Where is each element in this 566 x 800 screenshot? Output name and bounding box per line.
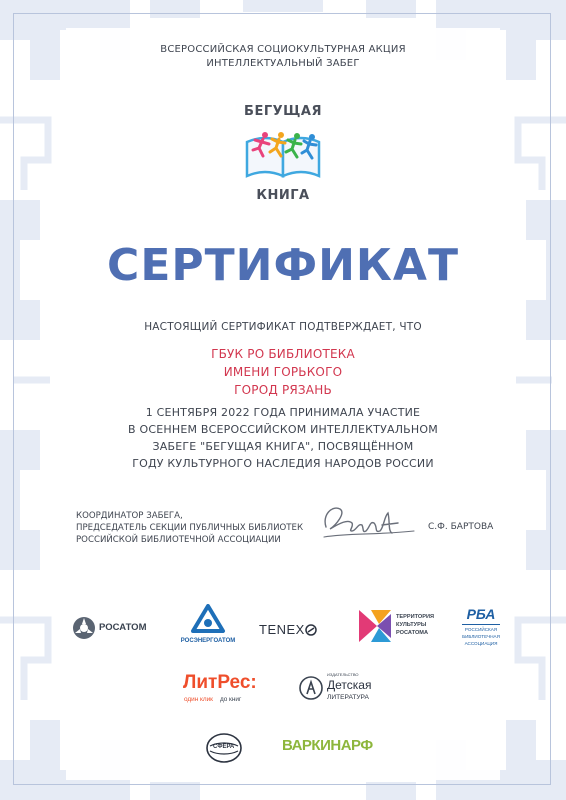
rba-abbr: РБА	[466, 606, 496, 622]
handwritten-signature	[318, 497, 420, 543]
territory-culture-logo	[357, 606, 439, 646]
detlit-name: Детская	[327, 678, 372, 692]
book-runners-icon	[243, 126, 323, 182]
rosenergoatom-emblem-icon	[190, 604, 226, 634]
litres-tagline-b: до книг	[220, 696, 242, 703]
coordinator-line-1: КООРДИНАТОР ЗАБЕГА,	[76, 511, 183, 521]
body-line-4: ГОДУ КУЛЬТУРНОГО НАСЛЕДИЯ НАРОДОВ РОССИИ	[132, 457, 434, 470]
running-book-logo	[240, 104, 326, 208]
sfera-logo	[204, 732, 244, 764]
detlit-top: ИЗДАТЕЛЬСТВО	[327, 672, 359, 677]
rba-line-2: БИБЛИОТЕЧНАЯ	[462, 634, 500, 639]
litres-logo	[181, 672, 267, 706]
rosenergoatom-label: РОСЭНЕРГОАТОМ	[180, 638, 236, 644]
logo-word-bottom: КНИГА	[256, 188, 310, 203]
varvara-label: ВАРКИНАРФ	[282, 737, 373, 754]
body-line-1: 1 СЕНТЯБРЯ 2022 ГОДА ПРИНИМАЛА УЧАСТИЕ	[145, 406, 421, 419]
territory-line-3: РОСАТОМА	[396, 630, 428, 636]
recipient-line-2: ИМЕНИ ГОРЬКОГО	[223, 365, 343, 379]
territory-triangles-icon	[357, 606, 393, 646]
rosatom-label: РОСАТОМ	[99, 622, 147, 633]
certificate-title: СЕРТИФИКАТ	[107, 240, 459, 291]
territory-line-1: ТЕРРИТОРИЯ	[396, 614, 435, 620]
recipient-line-3: ГОРОД РЯЗАНЬ	[234, 383, 332, 397]
tenex-logo	[259, 620, 319, 640]
tenex-label: TENEX	[259, 622, 305, 637]
varvara-logo	[282, 736, 373, 758]
rosatom-logo	[72, 614, 148, 644]
litres-label: ЛитРес:	[183, 672, 257, 693]
detlit-emblem-icon	[299, 676, 323, 700]
header-line-2: ИНТЕЛЛЕКТУАЛЬНЫЙ ЗАБЕГ	[206, 58, 360, 69]
rba-line-3: АССОЦИАЦИЯ	[464, 641, 498, 646]
signer-name: С.Ф. БАРТОВА	[428, 522, 494, 532]
header-line-1: ВСЕРОССИЙСКАЯ СОЦИОКУЛЬТУРНАЯ АКЦИЯ	[160, 44, 406, 55]
body-line-3: ЗАБЕГЕ "БЕГУЩАЯ КНИГА", ПОСВЯЩЁННОМ	[152, 440, 414, 453]
detlit-sub: ЛИТЕРАТУРА	[327, 694, 369, 701]
rba-divider	[462, 624, 500, 625]
confirmation-text: НАСТОЯЩИЙ СЕРТИФИКАТ ПОДТВЕРЖДАЕТ, ЧТО	[144, 321, 422, 333]
rosatom-emblem-icon	[72, 616, 96, 640]
rba-line-1: РОССИЙСКАЯ	[464, 627, 498, 632]
recipient-line-1: ГБУК РО БИБЛИОТЕКА	[211, 347, 355, 361]
litres-tagline-a: один клик	[184, 696, 213, 703]
tenex-mark-icon	[305, 624, 317, 636]
logo-word-top: БЕГУЩАЯ	[244, 104, 322, 119]
territory-line-2: КУЛЬТУРЫ	[396, 622, 427, 628]
coordinator-line-2: ПРЕДСЕДАТЕЛЬ СЕКЦИИ ПУБЛИЧНЫХ БИБЛИОТЕК	[76, 523, 304, 533]
body-line-2: В ОСЕННЕМ ВСЕРОССИЙСКОМ ИНТЕЛЛЕКТУАЛЬНОМ	[128, 423, 438, 436]
coordinator-line-3: РОССИЙСКОЙ БИБЛИОТЕЧНОЙ АССОЦИАЦИИ	[76, 535, 281, 545]
detskaya-literatura-logo	[299, 672, 389, 706]
sfera-label: СФЕРА	[213, 744, 235, 750]
rosenergoatom-logo	[170, 604, 246, 650]
rba-logo	[456, 606, 506, 650]
